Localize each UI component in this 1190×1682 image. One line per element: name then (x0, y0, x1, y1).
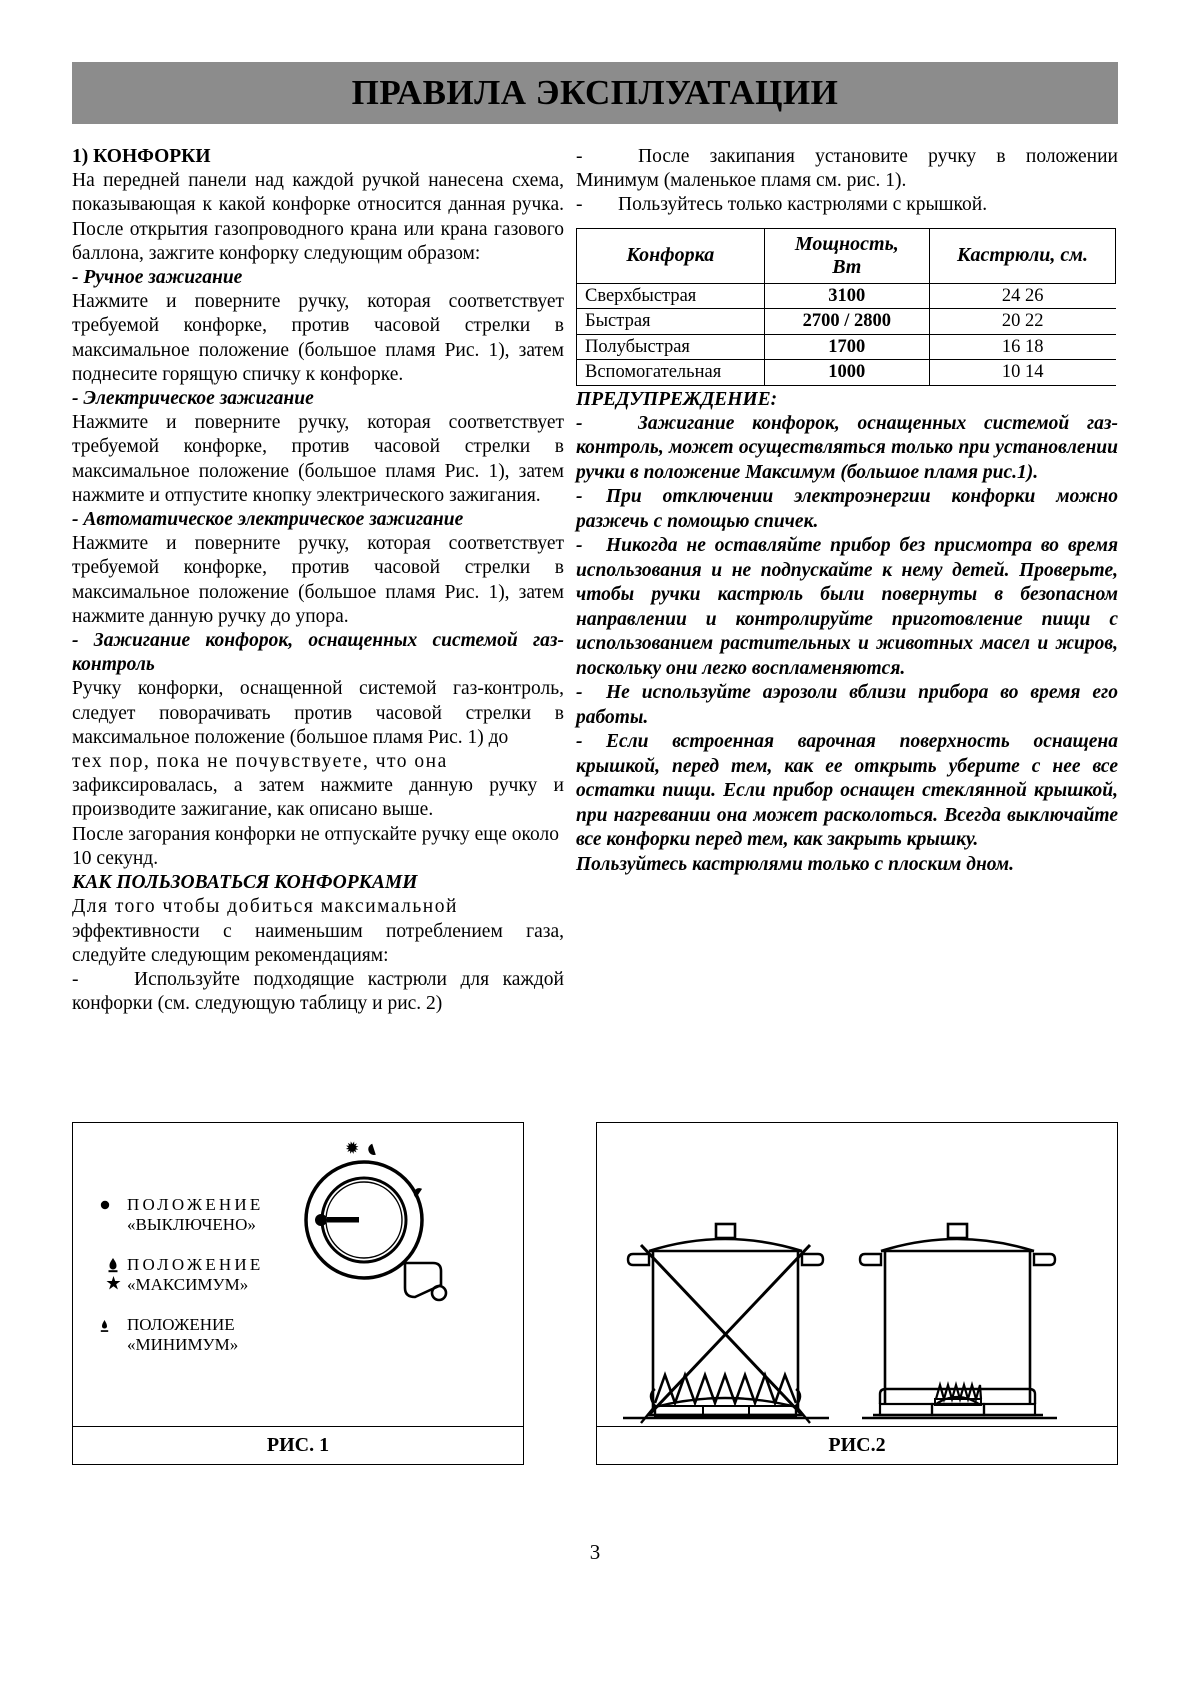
warning-item-gas-control: - Зажигание конфорок, оснащенных системой газ-контроль, может осуществляться только при установлении ручки в положение Максимум (большое пламя рис.1). (576, 412, 1118, 486)
left-column (72, 145, 564, 1016)
table-head (577, 228, 1116, 283)
small-flame-icon (99, 1315, 127, 1333)
warning-item-power-outage: - При отключении электроэнергии конфорки можно разжечь с помощью спичек. (576, 485, 1118, 534)
svg-text:◖: ◖ (409, 1183, 425, 1201)
cell-burner-name: Быстрая (577, 309, 765, 335)
svg-text:': ' (307, 1206, 309, 1218)
bullet-use-suitable-pans: - Используйте подходящие кастрюли для каждой конфорки (см. следующую таблицу и рис. 2) (72, 968, 564, 1016)
figure-1-caption: РИС. 1 (266, 1434, 330, 1456)
paragraph-intro: На передней панели над каждой ручкой нанесена схема, показывающая к какой конфорке относится данная ручка. После открытия газопроводного крана или крана газового баллона, зажгите конфорку следующим образом: (72, 170, 564, 264)
table-row (577, 334, 1116, 360)
column-header-pans: Кастрюли, см. (929, 228, 1115, 283)
table-row (577, 283, 1116, 309)
page-title: ПРАВИЛА ЭКСПЛУАТАЦИИ (351, 73, 839, 112)
figure-2-box (596, 1122, 1118, 1427)
bullet-use-lid: - Пользуйтесь только кастрюлями с крышкой. (576, 193, 1118, 217)
column-header-power (764, 228, 929, 283)
cell-burner-name: Полубыстрая (577, 334, 765, 360)
cell-burner-pans: 10 14 (929, 360, 1115, 386)
heading-manual-ignition: - Ручное зажигание (72, 267, 243, 289)
svg-text:✹: ✹ (340, 1136, 365, 1161)
column-header-power-line2: Вт (832, 255, 862, 278)
bullet-after-boiling: - После закипания установите ручку в положении Минимум (маленькое пламя см. рис. 1). (576, 145, 1118, 193)
legend-label-minimum (127, 1315, 238, 1355)
paragraph-electric-ignition: Нажмите и поверните ручку, которая соответствует требуемой конфорке, против часовой стрелки в максимальное положение (большое пламя Рис. 1), затем нажмите и отпустите кнопку электрического зажигания. (72, 412, 564, 506)
cell-burner-name: Вспомогательная (577, 360, 765, 386)
warning-item-never-leave-unattended: - Никогда не оставляйте прибор без присмотра во время использования и не подпускайте к нему детей. Проверьте, чтобы ручки кастрюль были повернуты в безопасном направлении и контролируйте приготовление пищи с использованием растительных и животных масел и жиров, поскольку они легко воспламеняются. (576, 534, 1118, 681)
heading-warning: ПРЕДУПРЕЖДЕНИЕ: (576, 388, 778, 410)
heading-electric-ignition: - Электрическое зажигание (72, 388, 314, 410)
table-header-row (577, 228, 1116, 283)
heading-burners: 1) КОНФОРКИ (72, 146, 211, 167)
heading-how-to-use: КАК ПОЛЬЗОВАТЬСЯ КОНФОРКАМИ (72, 872, 418, 894)
incorrect-pot-illustration (623, 1224, 829, 1423)
table-row (577, 309, 1116, 335)
legend-item-off (99, 1195, 349, 1235)
correct-pot-illustration (860, 1224, 1057, 1418)
large-flame-icon (99, 1255, 127, 1294)
right-column (576, 145, 1118, 877)
warning-flat-bottom-pans: Пользуйтесь кастрюлями только с плоским дном. (576, 853, 1015, 875)
legend-label-maximum-line1: ПОЛОЖЕНИЕ (127, 1255, 264, 1274)
pot-size-diagram (597, 1123, 1115, 1424)
warning-item-glass-lid: - Если встроенная варочная поверхность оснащена крышкой, перед тем, как ее открыть уберите с нее все остатки пищи. Если прибор оснащен стеклянной крышкой, при нагревании она может расколоться. Всегда выключайте все конфорки перед тем, как закрыть крышку. (576, 730, 1118, 853)
cell-burner-power: 1700 (764, 334, 929, 360)
figure-1-legend (99, 1195, 349, 1375)
warning-item-no-aerosols: - Не используйте аэрозоли вблизи прибора во время его работы. (576, 681, 1118, 730)
cell-burner-power: 2700 / 2800 (764, 309, 929, 335)
figure-2-caption: РИС.2 (828, 1434, 886, 1456)
off-dot-icon (99, 1195, 127, 1211)
cell-burner-pans: 16 18 (929, 334, 1115, 360)
legend-label-minimum-line1: ПОЛОЖЕНИЕ (127, 1315, 235, 1334)
paragraph-howto: эффективности с наименьшим потреблением газа, следуйте следующим рекомендациям: (72, 920, 564, 966)
page-header-banner (72, 62, 1118, 124)
legend-item-minimum (99, 1315, 349, 1355)
heading-gas-control-ignition: - Зажигание конфорок, оснащенных системой газ-контроль (72, 630, 564, 676)
legend-item-maximum (99, 1255, 349, 1295)
column-header-burner: Конфорка (577, 228, 765, 283)
paragraph-gas-control-part2: зафиксировалась, а затем нажмите данную ручку и производите зажигание, как описано выше. (72, 775, 564, 821)
paragraph-gas-control-spaced: тех пор, пока не почувствуете, что она (72, 751, 448, 773)
cell-burner-pans: 20 22 (929, 309, 1115, 335)
column-header-power-line1: Мощность, (794, 232, 899, 255)
heading-auto-electric-ignition: - Автоматическое электрическое зажигание (72, 509, 464, 531)
table-row (577, 360, 1116, 386)
burner-specs-table (576, 228, 1116, 386)
table-body (577, 283, 1116, 385)
legend-label-minimum-line2: «МИНИМУМ» (127, 1335, 239, 1354)
legend-label-off (127, 1195, 263, 1235)
cell-burner-pans: 24 26 (929, 283, 1115, 309)
svg-text:◖: ◖ (364, 1139, 378, 1159)
figure-1-caption-box (72, 1427, 524, 1465)
legend-label-off-line1: ПОЛОЖЕНИЕ (127, 1195, 264, 1214)
paragraph-manual-ignition: Нажмите и поверните ручку, которая соответствует требуемой конфорке, против часовой стрелки в максимальное положение (большое пламя Рис. 1), затем поднесите горящую спичку к конфорке. (72, 291, 564, 385)
cell-burner-name: Сверхбыстрая (577, 283, 765, 309)
paragraph-auto-electric-ignition: Нажмите и поверните ручку, которая соответствует требуемой конфорке, против часовой стрелки в максимальное положение (большое пламя Рис. 1), затем нажмите данную ручку до упора. (72, 533, 564, 627)
legend-label-maximum (127, 1255, 263, 1295)
paragraph-howto-spaced: Для того чтобы добиться максимальной (72, 896, 458, 918)
cell-burner-power: 1000 (764, 360, 929, 386)
cell-burner-power: 3100 (764, 283, 929, 309)
legend-label-off-line2: «ВЫКЛЮЧЕНО» (127, 1215, 256, 1234)
legend-label-maximum-line2: «МАКСИМУМ» (127, 1275, 249, 1294)
page-number: 3 (589, 1540, 601, 1564)
paragraph-gas-control-part1: Ручку конфорки, оснащенной системой газ-контроль, следует поворачивать против часовой стрелки в максимальное положение (большое пламя Рис. 1) до (72, 678, 564, 748)
paragraph-after-ignition: После загорания конфорки не отпускайте ручку еще около 10 секунд. (72, 823, 559, 869)
figure-2-caption-box (596, 1427, 1118, 1465)
figure-1-box (72, 1122, 524, 1427)
